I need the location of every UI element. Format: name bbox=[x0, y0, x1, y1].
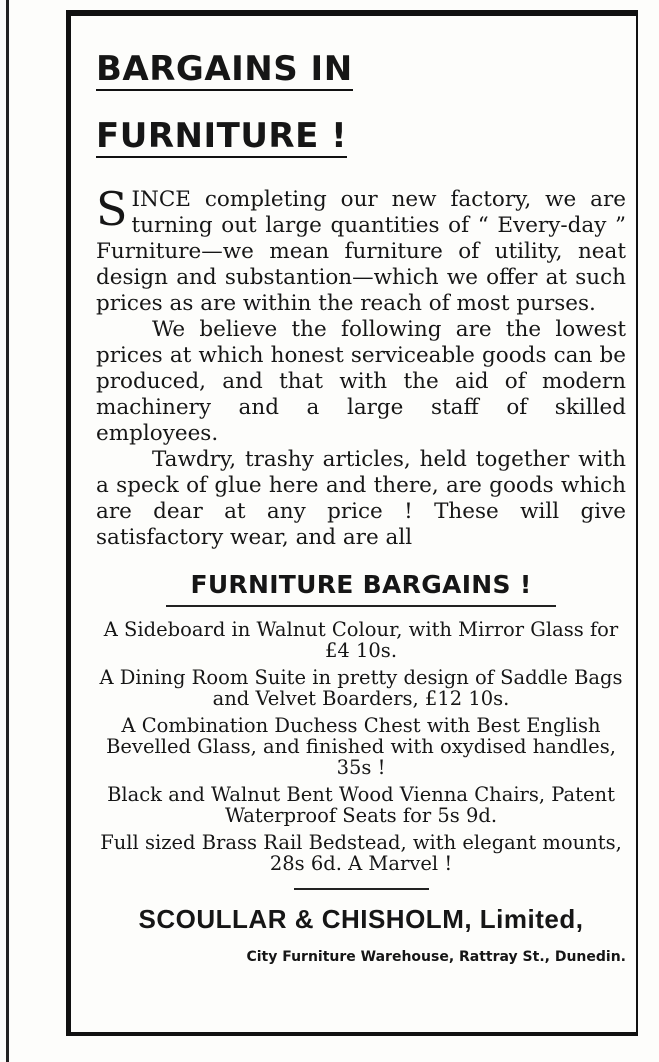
company-address: City Furniture Warehouse, Rattray St., Dunedin. bbox=[246, 949, 626, 965]
headline-line-1: BARGAINS IN bbox=[96, 49, 353, 89]
intro-paragraph-1-text: INCE completing our new factory, we are turning out large quantities of “ Every-day ” Furniture—we mean furniture of utility, neat design and substantion—which we offer at such prices as are within the reach of most purses. bbox=[96, 187, 626, 316]
left-column-rule bbox=[6, 0, 9, 1062]
drop-cap: S bbox=[96, 182, 128, 236]
footer-rule bbox=[294, 888, 429, 890]
headline bbox=[96, 38, 626, 167]
bargains-heading-rule bbox=[166, 605, 556, 607]
bargain-item-duchess-chest: A Combination Duchess Chest with Best English Bevelled Glass, and finished with oxydised handles, 35s ! bbox=[106, 714, 616, 779]
advertisement bbox=[96, 38, 626, 966]
intro-text bbox=[96, 182, 626, 551]
bargain-item-vienna-chairs: Black and Walnut Bent Wood Vienna Chairs, Patent Waterproof Seats for 5s 9d. bbox=[107, 783, 615, 827]
bargain-item-dining-suite: A Dining Room Suite in pretty design of Saddle Bags and Velvet Boarders, £12 10s. bbox=[99, 666, 623, 710]
bargain-list bbox=[96, 619, 626, 874]
intro-paragraph-2: We believe the following are the lowest prices at which honest serviceable goods can be produced, and that with the aid of modern machinery and a large staff of skilled employees. bbox=[96, 317, 626, 446]
intro-paragraph-1 bbox=[96, 182, 626, 317]
bargains-heading: FURNITURE BARGAINS ! bbox=[190, 570, 532, 599]
company-name: SCOULLAR & CHISHOLM, Limited, bbox=[138, 904, 584, 934]
bargain-item-sideboard: A Sideboard in Walnut Colour, with Mirror Glass for £4 10s. bbox=[103, 618, 619, 662]
headline-line-2: FURNITURE ! bbox=[96, 116, 348, 156]
intro-paragraph-3: Tawdry, trashy articles, held together with a speck of glue here and there, are goods which are dear at any price ! These will give satisfactory wear, and are all bbox=[96, 447, 626, 550]
bargain-item-bedstead: Full sized Brass Rail Bedstead, with elegant mounts, 28s 6d. A Marvel ! bbox=[100, 831, 622, 875]
